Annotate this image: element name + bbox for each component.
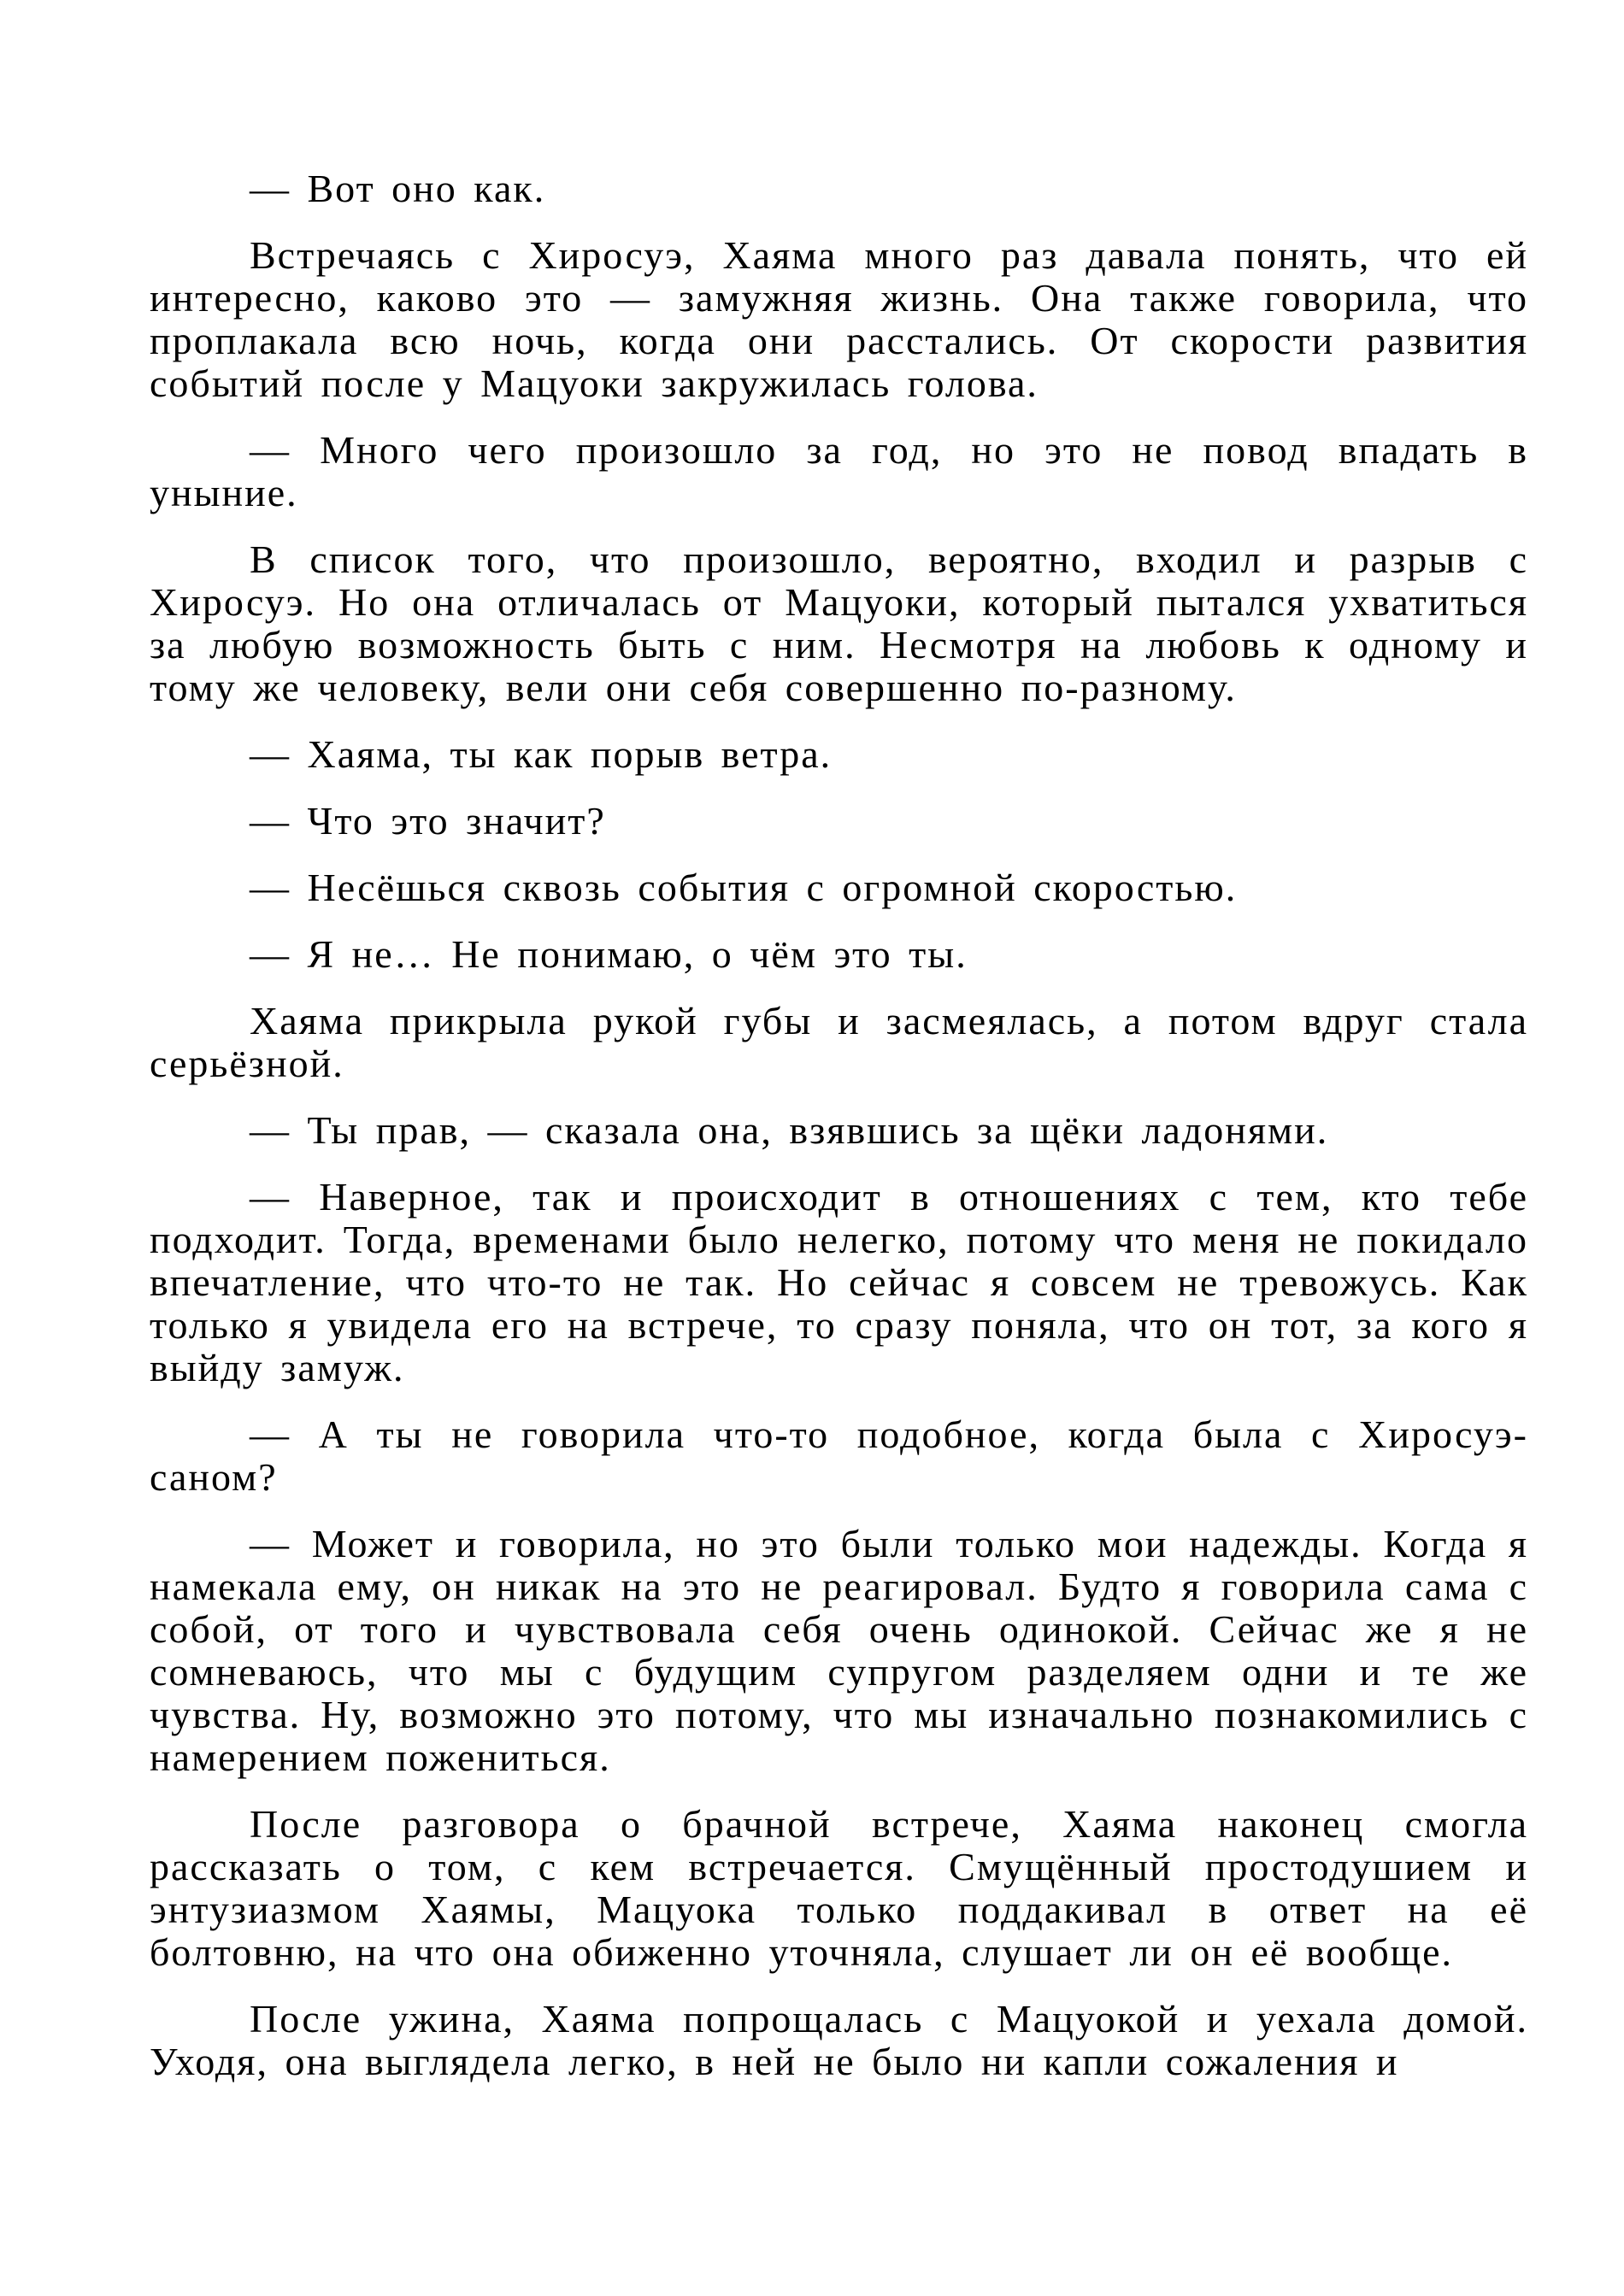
paragraph-dialogue-1: — Вот оно как. — [250, 167, 546, 210]
paragraph-dialogue-6: — Что это значит? — [250, 799, 606, 843]
paragraph-dialogue-11: — Наверное, так и происходит в отношениях с тем, кто тебе подходит. Тогда, временами было нелегко, потому что меня не покидало впечатление, что что-то не так. Но сейчас я совсем не тревожусь. Как только я увидела его на встрече, то сразу поняла, что он тот, за кого я выйду замуж. — [150, 1175, 1528, 1389]
paragraph-dialogue-7: — Несёшься сквозь события с огромной скоростью. — [250, 866, 1238, 909]
paragraph-narrative-4: В список того, что произошло, вероятно, входил и разрыв с Хиросуэ. Но она отличалась от Мацуоки, который пытался ухватиться за любую возможность быть с ним. Несмотря на любовь к одному и тому же человеку, вели они себя совершенно по-разному. — [150, 537, 1528, 709]
paragraph-narrative-2: Встречаясь с Хиросуэ, Хаяма много раз давала понять, что ей интересно, каково это — замужняя жизнь. Она также говорила, что проплакала всю ночь, когда они расстались. От скорости развития событий после у Мацуоки закружилась голова. — [150, 233, 1528, 405]
paragraph-narrative-14: После разговора о брачной встрече, Хаяма наконец смогла рассказать о том, с кем встречается. Смущённый простодушием и энтузиазмом Хаямы, Мацуока только поддакивал в ответ на её болтовню, на что она обиженно уточняла, слушает ли он её вообще. — [150, 1802, 1528, 1974]
paragraph-narrative-9: Хаяма прикрыла рукой губы и засмеялась, а потом вдруг стала серьёзной. — [150, 999, 1528, 1085]
paragraph-dialogue-8: — Я не… Не понимаю, о чём это ты. — [250, 932, 968, 976]
paragraph-dialogue-12: — А ты не говорила что-то подобное, когда была с Хиросуэ-саном? — [150, 1412, 1528, 1499]
paragraph-dialogue-3: — Много чего произошло за год, но это не повод впадать в уныние. — [150, 428, 1528, 514]
paragraph-dialogue-10: — Ты прав, — сказала она, взявшись за щёки ладонями. — [250, 1108, 1329, 1152]
paragraph-dialogue-13: — Может и говорила, но это были только мои надежды. Когда я намекала ему, он никак на это не реагировал. Будто я говорила сама с собой, от того и чувствовала себя очень одинокой. Сейчас же я не сомневаюсь, что мы с будущим супругом разделяем одни и те же чувства. Ну, возможно это потому, что мы изначально познакомились с намерением пожениться. — [150, 1522, 1528, 1779]
paragraph-dialogue-5: — Хаяма, ты как порыв ветра. — [250, 732, 833, 776]
paragraph-narrative-15: После ужина, Хаяма попрощалась с Мацуокой и уехала домой. Уходя, она выглядела легко, в ней не было ни капли сожаления и — [150, 1997, 1528, 2083]
